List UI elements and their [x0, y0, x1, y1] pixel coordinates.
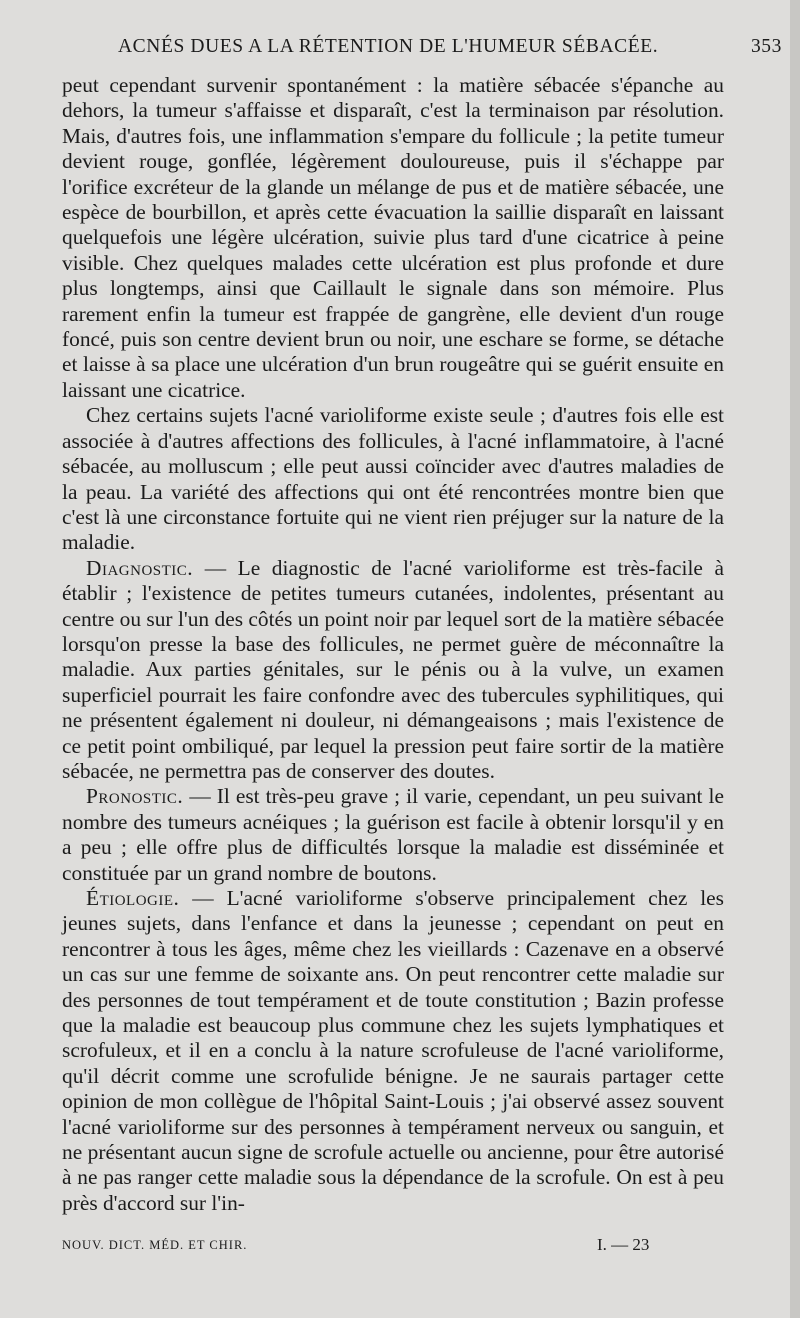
paragraph-pronostic	[62, 784, 724, 886]
body-text	[62, 73, 724, 1216]
section-heading-etiologie: Étiologie.	[86, 886, 180, 910]
page-header	[62, 36, 782, 68]
page-footer	[62, 1235, 662, 1258]
running-title: ACNÉS DUES A LA RÉTENTION DE L'HUMEUR SÉBACÉE.	[118, 36, 659, 57]
page-edge	[790, 0, 800, 1318]
section-heading-diagnostic: Diagnostic.	[86, 555, 194, 580]
paragraph-etiologie	[62, 886, 724, 1216]
paragraph-resolution: peut cependant survenir spontanément : la matière sébacée s'épanche au dehors, la tumeur s'affaisse et disparaît, c'est la terminaison par résolution. Mais, d'autres fois, une inflammation s'empare du follicule ; la petite tumeur devient rouge, gonflée, légèrement douloureuse, puis il s'échappe par l'orifice excréteur de la glande un mélange de pus et de matière sébacée, une espèce de bourbillon, et après cette évacuation la saillie disparaît en laissant quelquefois une légère ulcération, suivie plus tard d'une cicatrice à peine visible. Chez quelques malades cette ulcération est plus profonde et dure plus longtemps, ainsi que Caillault le signale dans son mémoire. Plus rarement enfin la tumeur est frappée de gangrène, elle devient d'un rouge foncé, puis son centre devient brun ou noir, une eschare se forme, se détache et laisse à sa place une ulcération d'un brun rougeâtre qui se guérit ensuite en laissant une cicatrice.	[62, 73, 724, 402]
etiologie-text: — L'acné varioliforme s'observe principalement chez les jeunes sujets, dans l'enfance et dans la jeunesse ; cependant on peut en rencontrer à tous les âges, même chez les vieillards : Cazenave en a observé un cas sur une femme de soixante ans. On peut rencontrer cette maladie sur des personnes de tout tempérament et de toute constitution ; Bazin professe que la maladie est beaucoup plus commune chez les sujets lymphatiques et scrofuleux, et il en a conclu à la nature scrofuleuse de l'acné varioliforme, qu'il décrit comme une scrofulide bénigne. Je ne saurais partager cette opinion de mon collègue de l'hôpital Saint-Louis ; j'ai observé assez souvent l'acné varioliforme sur des personnes à tempérament nerveux ou sanguin, et ne présentant aucun signe de scrofule actuelle ou ancienne, pour être autorisé à ne pas ranger cette maladie sous la dépendance de la scrofule. On est à peu près d'accord sur l'in-	[62, 886, 724, 1215]
diagnostic-text: — Le diagnostic de l'acné varioliforme est très-facile à établir ; l'existence de petites tumeurs cutanées, indolentes, présentant au centre ou sur l'un des côtés un point noir par lequel sort de la matière sébacée lorsqu'on presse la base des follicules, ne permet guère de méconnaître la maladie. Aux parties génitales, sur le pénis ou à la vulve, un examen superficiel pourrait les faire confondre avec des tubercules syphilitiques, qui ne présentent également ni douleur, ni démangeaisons ; mais l'existence de ce petit point ombiliqué, par lequel la pression peut faire sortir de la matière sébacée, ne permettra pas de conserver des doutes.	[62, 555, 724, 783]
page-number: 353	[750, 36, 782, 57]
section-heading-pronostic: Pronostic.	[86, 784, 184, 809]
paragraph-associations: Chez certains sujets l'acné varioliforme existe seule ; d'autres fois elle est associée à d'autres affections des follicules, à l'acné inflammatoire, à l'acné sébacée, au molluscum ; elle peut aussi coïncider avec d'autres maladies de la peau. La variété des affections qui ont été rencontrées montre bien que c'est là une circonstance fortuite qui ne vient rien préjuger sur la nature de la maladie.	[62, 403, 724, 555]
footer-volume-mark: I. — 23	[597, 1235, 650, 1254]
pronostic-text: — Il est très-peu grave ; il varie, cependant, un peu suivant le nombre des tumeurs acnéiques ; la guérison est facile à obtenir lorsqu'il y en a peu ; elle offre plus de difficultés lorsque la maladie est disséminée et constituée par un grand nombre de boutons.	[62, 784, 724, 885]
paragraph-diagnostic	[62, 556, 724, 785]
footer-signature: NOUV. DICT. MÉD. ET CHIR.	[62, 1238, 248, 1252]
